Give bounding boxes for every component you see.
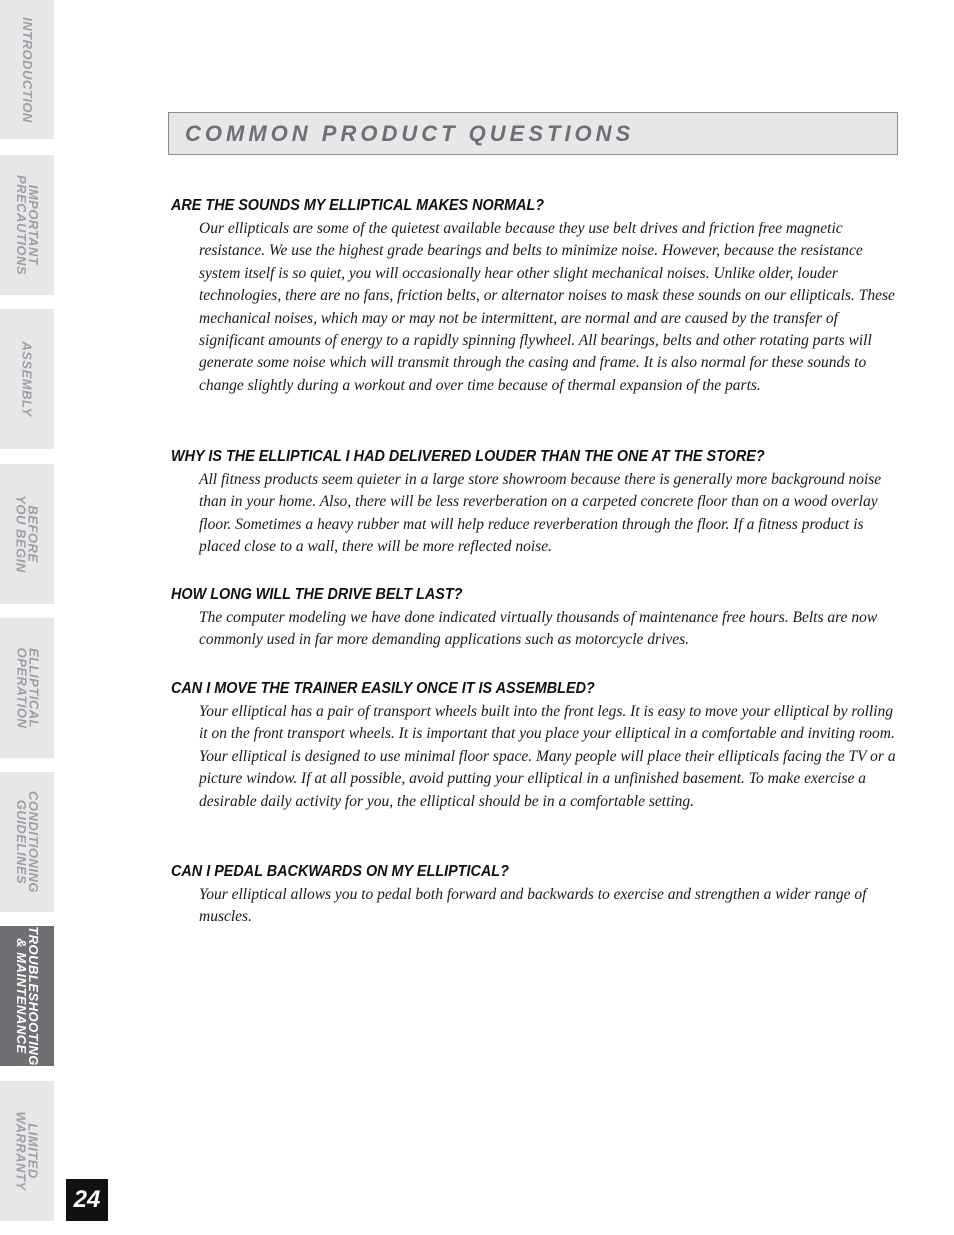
tab-elliptical-operation[interactable] — [0, 618, 54, 758]
tab-limited-warranty[interactable] — [0, 1081, 54, 1221]
section-sidebar — [0, 0, 54, 1235]
answer-text: The computer modeling we have done indicated virtually thousands of maintenance free hours. Belts are now commonly used in far more demanding applications such as motorcycle drives. — [199, 609, 878, 649]
question-heading: WHY IS THE ELLIPTICAL I HAD DELIVERED LOUDER THAN THE ONE AT THE STORE? — [171, 448, 765, 465]
qa-item — [171, 862, 901, 929]
tab-troubleshooting-maintenance[interactable] — [0, 926, 54, 1066]
page-title: COMMON PRODUCT QUESTIONS — [185, 120, 635, 146]
question-heading: HOW LONG WILL THE DRIVE BELT LAST? — [171, 586, 463, 603]
qa-item — [171, 585, 901, 652]
answer-text: Our ellipticals are some of the quietest available because they use belt drives and friction free magnetic resistance. We use the highest grade bearings and belts to minimize noise. However, because the resistance system itself is so quiet, you will occasionally hear other slight mechanical noises. Unlike older, louder technologies, there are no fans, friction belts, or alternator noises to mask these sounds on our ellipticals. These mechanical noises, which may or may not be intermittent, are normal and are caused by the transfer of significant amounts of energy to a rapidly spinning flywheel. All bearings, belts and other rotating parts will generate some noise which will transmit through the casing and frame. It is also normal for these sounds to change slightly during a workout and over time because of thermal expansion of the parts. — [199, 220, 895, 394]
section-header — [168, 112, 898, 155]
tab-label: ELLIPTICAL OPERATION — [14, 647, 42, 729]
answer-text: All fitness products seem quieter in a large store showroom because there is generally more background noise than in your home. Also, there will be less reverberation on a carpeted concrete floor than on a wood overlay floor. Sometimes a heavy rubber mat will help reduce reverberation through the floor. If a fitness product is placed close to a wall, there will be more reflected noise. — [199, 471, 882, 556]
tab-label: LIMITED WARRANTY — [14, 1111, 42, 1191]
qa-item — [171, 679, 901, 813]
question-heading: CAN I PEDAL BACKWARDS ON MY ELLIPTICAL? — [171, 863, 509, 880]
tab-important-precautions[interactable] — [0, 155, 54, 295]
tab-introduction[interactable] — [0, 0, 54, 139]
page-number: 24 — [66, 1179, 108, 1221]
tab-label: BEFORE YOU BEGIN — [14, 495, 41, 573]
tab-label: CONDITIONING GUIDELINES — [14, 790, 41, 894]
tab-before-you-begin[interactable] — [0, 464, 54, 604]
tab-conditioning-guidelines[interactable] — [0, 772, 54, 912]
question-heading: CAN I MOVE THE TRAINER EASILY ONCE IT IS ASSEMBLED? — [171, 680, 595, 697]
tab-label: ASSEMBLY — [20, 341, 36, 417]
tab-label: IMPORTANT PRECAUTIONS — [14, 174, 41, 276]
answer-text: Your elliptical has a pair of transport wheels built into the front legs. It is easy to move your elliptical by rolling it on the front transport wheels. It is important that you place your elliptical in a comfortable and inviting room. Your elliptical is designed to use minimal floor space. Many people will place their ellipticals facing the TV or a picture window. If at all possible, avoid putting your elliptical in a unfinished basement. To make exercise a desirable daily activity for you, the elliptical should be in a comfortable setting. — [199, 703, 896, 810]
question-heading: ARE THE SOUNDS MY ELLIPTICAL MAKES NORMAL? — [171, 197, 545, 214]
tab-assembly[interactable] — [0, 309, 54, 449]
qa-item — [171, 447, 901, 559]
answer-text: Your elliptical allows you to pedal both forward and backwards to exercise and strengthen a wider range of muscles. — [199, 886, 867, 926]
tab-label: INTRODUCTION — [20, 16, 36, 123]
tab-label: TROUBLESHOOTING & MAINTENANCE — [14, 926, 42, 1066]
qa-item — [171, 196, 901, 397]
